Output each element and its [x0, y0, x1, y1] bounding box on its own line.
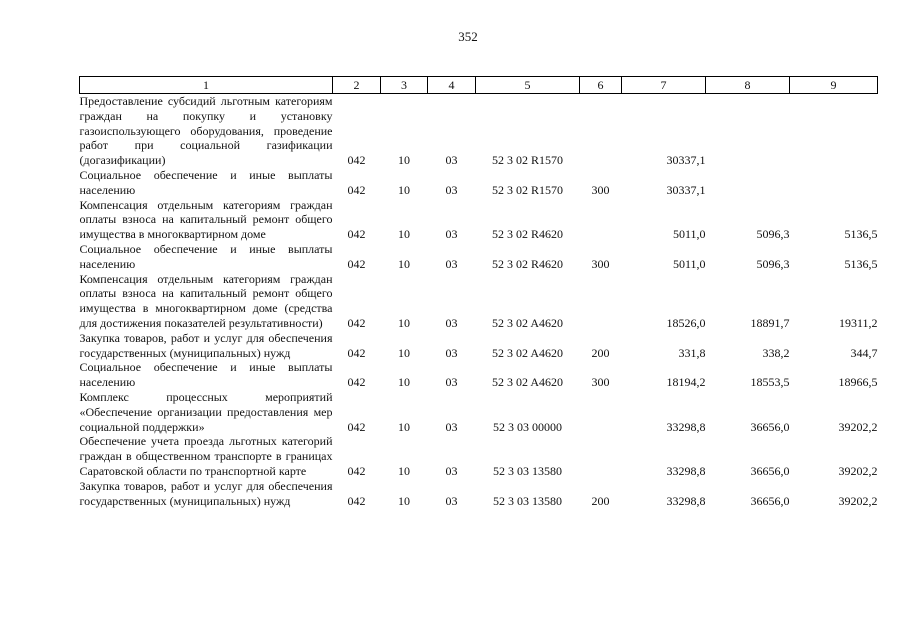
cell-amount-year2: 36656,0 — [750, 419, 790, 434]
column-header: 8 — [706, 77, 790, 94]
column-header: 5 — [476, 77, 580, 94]
cell-subsection: 03 — [445, 182, 458, 197]
cell-amount-year3: 39202,2 — [838, 463, 878, 478]
row-description: Обеспечение учета проезда льготных категорий граждан в общественном транспорте в границах Саратовской области по транспортной карте — [79, 434, 333, 478]
cell-expense-type — [580, 390, 622, 434]
cell-amount-year3: 344,7 — [850, 345, 878, 360]
cell-subsection: 03 — [445, 227, 458, 242]
header-row — [80, 77, 878, 94]
cell-amount-year2: 5096,3 — [756, 256, 790, 271]
table-row — [80, 360, 878, 390]
cell-ministry: 042 — [347, 153, 366, 168]
cell-section: 10 — [398, 153, 410, 168]
cell-target-article: 52 3 02 A4620 — [491, 345, 563, 360]
cell-ministry: 042 — [347, 493, 366, 508]
cell-expense-type — [580, 434, 622, 478]
row-description: Закупка товаров, работ и услуг для обеспечения государственных (муниципальных) нужд — [79, 330, 333, 360]
row-description: Социальное обеспечение и иные выплаты населению — [79, 360, 333, 390]
table-row — [80, 272, 878, 331]
cell-target-article: 52 3 02 A4620 — [491, 375, 563, 390]
column-header: 4 — [428, 77, 476, 94]
cell-expense-type: 200 — [591, 493, 610, 508]
cell-target-article: 52 3 03 13580 — [493, 493, 562, 508]
budget-table — [79, 76, 878, 508]
cell-subsection: 03 — [445, 345, 458, 360]
cell-amount-year1: 5011,0 — [672, 227, 706, 242]
cell-amount-year1: 331,8 — [678, 345, 706, 360]
cell-section: 10 — [398, 463, 410, 478]
cell-amount-year3: 5136,5 — [844, 227, 878, 242]
cell-amount-year2: 5096,3 — [756, 227, 790, 242]
cell-section: 10 — [398, 315, 410, 330]
cell-ministry: 042 — [347, 463, 366, 478]
column-header: 9 — [790, 77, 878, 94]
cell-expense-type: 300 — [591, 182, 610, 197]
cell-amount-year3: 18966,5 — [838, 375, 878, 390]
cell-subsection: 03 — [445, 419, 458, 434]
cell-expense-type: 300 — [591, 375, 610, 390]
row-description: Социальное обеспечение и иные выплаты населению — [79, 167, 333, 197]
column-header: 2 — [333, 77, 381, 94]
cell-target-article: 52 3 02 R1570 — [491, 182, 563, 197]
cell-expense-type — [580, 94, 622, 168]
cell-amount-year2: 18891,7 — [750, 315, 790, 330]
cell-subsection: 03 — [445, 256, 458, 271]
row-description: Социальное обеспечение и иные выплаты населению — [79, 241, 333, 271]
table-row — [80, 390, 878, 434]
cell-ministry: 042 — [347, 182, 366, 197]
row-description: Компенсация отдельным категориям граждан оплаты взноса на капитальный ремонт общего имущества в многоквартирном доме — [79, 197, 333, 242]
cell-section: 10 — [398, 375, 410, 390]
cell-subsection: 03 — [445, 315, 458, 330]
cell-ministry: 042 — [347, 345, 366, 360]
cell-amount-year3: 39202,2 — [838, 419, 878, 434]
cell-amount-year3: 5136,5 — [844, 256, 878, 271]
cell-ministry: 042 — [347, 256, 366, 271]
row-description: Закупка товаров, работ и услуг для обеспечения государственных (муниципальных) нужд — [79, 478, 333, 508]
cell-amount-year1: 18194,2 — [666, 375, 706, 390]
cell-amount-year3 — [790, 168, 878, 198]
row-description: Комплекс процессных мероприятий «Обеспечение организации предоставления мер социальной поддержки» — [79, 389, 333, 434]
cell-amount-year2 — [706, 168, 790, 198]
cell-amount-year2: 36656,0 — [750, 463, 790, 478]
cell-amount-year2: 18553,5 — [750, 375, 790, 390]
cell-amount-year2 — [706, 94, 790, 168]
cell-subsection: 03 — [445, 463, 458, 478]
cell-expense-type — [580, 198, 622, 242]
cell-target-article: 52 3 03 00000 — [493, 419, 562, 434]
cell-amount-year1: 18526,0 — [666, 315, 706, 330]
column-header: 1 — [80, 77, 333, 94]
cell-expense-type: 200 — [591, 345, 610, 360]
table-row — [80, 242, 878, 272]
cell-section: 10 — [398, 227, 410, 242]
cell-subsection: 03 — [445, 375, 458, 390]
cell-ministry: 042 — [347, 227, 366, 242]
cell-target-article: 52 3 02 R4620 — [491, 256, 563, 271]
cell-section: 10 — [398, 493, 410, 508]
cell-amount-year1: 33298,8 — [666, 493, 706, 508]
table-row — [80, 331, 878, 361]
cell-subsection: 03 — [445, 153, 458, 168]
cell-amount-year3: 19311,2 — [838, 315, 878, 330]
cell-target-article: 52 3 02 R1570 — [491, 153, 563, 168]
cell-target-article: 52 3 02 A4620 — [491, 315, 563, 330]
cell-amount-year3: 39202,2 — [838, 493, 878, 508]
column-header: 7 — [622, 77, 706, 94]
table-row — [80, 198, 878, 242]
cell-ministry: 042 — [347, 419, 366, 434]
cell-target-article: 52 3 02 R4620 — [491, 227, 563, 242]
cell-ministry: 042 — [347, 315, 366, 330]
table-row — [80, 94, 878, 168]
cell-section: 10 — [398, 256, 410, 271]
cell-amount-year2: 36656,0 — [750, 493, 790, 508]
cell-amount-year2: 338,2 — [762, 345, 790, 360]
column-header: 6 — [580, 77, 622, 94]
cell-amount-year1: 33298,8 — [666, 463, 706, 478]
table-row — [80, 168, 878, 198]
cell-expense-type — [580, 272, 622, 331]
table-row — [80, 479, 878, 509]
cell-target-article: 52 3 03 13580 — [493, 463, 562, 478]
cell-expense-type: 300 — [591, 256, 610, 271]
cell-amount-year1: 33298,8 — [666, 419, 706, 434]
cell-section: 10 — [398, 182, 410, 197]
cell-amount-year1: 30337,1 — [666, 182, 706, 197]
cell-amount-year3 — [790, 94, 878, 168]
table-row — [80, 434, 878, 478]
row-description: Компенсация отдельным категориям граждан оплаты взноса на капитальный ремонт общего имущества в многоквартирном доме (средства для достижения показателей результативности) — [79, 271, 333, 330]
cell-amount-year1: 5011,0 — [672, 256, 706, 271]
cell-amount-year1: 30337,1 — [666, 153, 706, 168]
cell-section: 10 — [398, 419, 410, 434]
cell-section: 10 — [398, 345, 410, 360]
cell-ministry: 042 — [347, 375, 366, 390]
row-description: Предоставление субсидий льготным категориям граждан на покупку и установку газоиспользующего оборудования, проведение работ при социальной газификации (догазификации) — [79, 94, 333, 168]
page-number: 352 — [458, 29, 478, 44]
cell-subsection: 03 — [445, 493, 458, 508]
column-header: 3 — [381, 77, 428, 94]
